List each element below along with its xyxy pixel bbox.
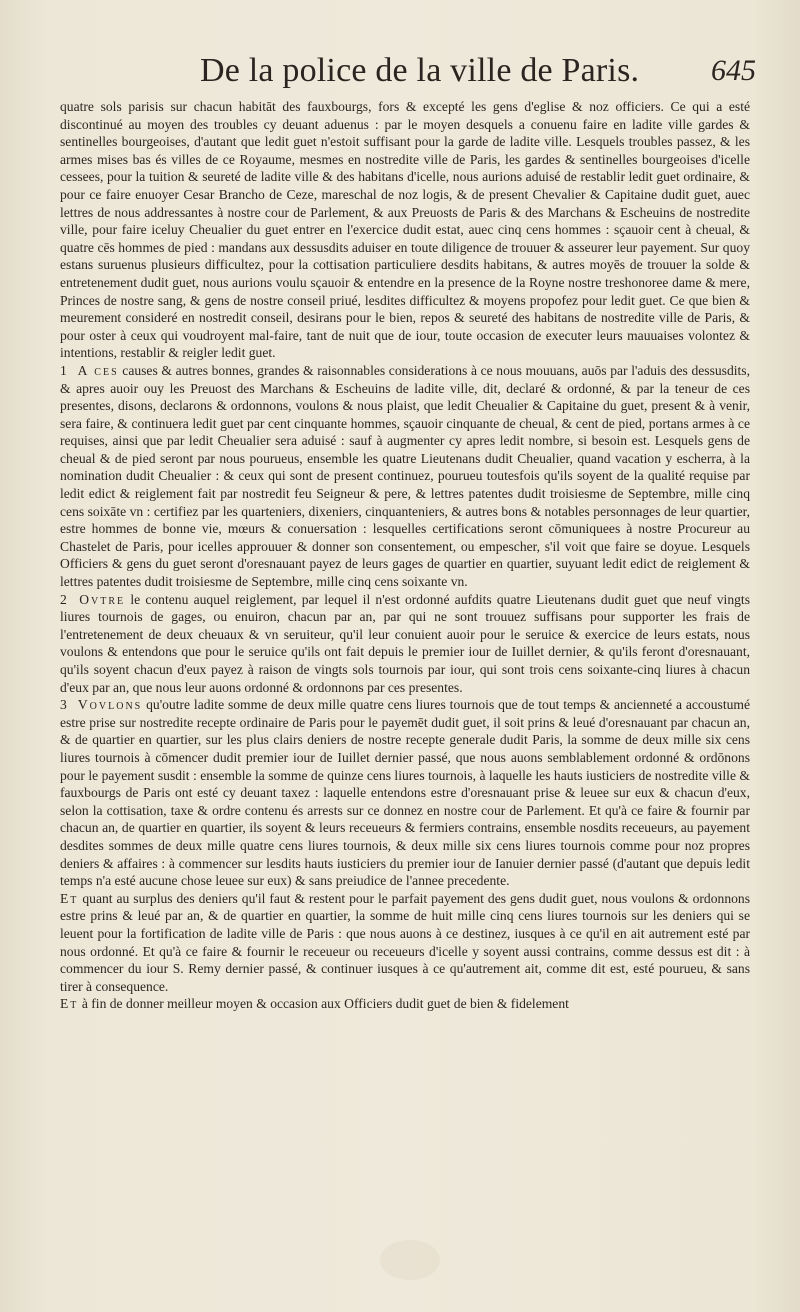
paragraph-number: 1	[60, 362, 67, 378]
paragraph-text: le contenu auquel reiglement, par lequel il n'est ordonné aufdits quatre Lieutenans dudit guet que neuf vingts liures tournois de gages, ou enuiron, chacun par an, par qui ne sont trouuez suffisans pour supporter les frais de l'entretenement de deux cheuaux & vn seruiteur, qu'il leur conuient auoir pour le seruice & exercice de leurs estats, nous voulons & entendons que pour le seruice qu'ils ont fait depuis le premier iour de Iuillet dernier, & qu'ils feront d'oresnauant, qu'ils soyent chacun d'eux payez à raison de vingts sols tournois par iour, qui sont trois cens soixante-cinq liures à chacun d'eux par an, que nous leur auons ordonné & ordonnons par ces presentes.	[60, 591, 750, 695]
paragraph-0	[60, 98, 750, 362]
running-title: De la police de la ville de Paris.	[200, 52, 640, 89]
paragraph-text: qu'outre ladite somme de deux mille quatre cens liures tournois que de tout temps & ancienneté a accoustumé estre prise sur nostredite recepte ordinaire de Paris pour le payemēt dudit guet, il soit prins & leué d'oresnauant par chacun an, & de quartier en quartier, sur les plus clairs deniers de nostre recepte generale dudit Paris, la somme de deux mille six cens liures tournois à cōmencer dudit premier iour de Iuillet dernier passé, que nous auons semblablement ordonné & ordōnons pour le payement susdit : ensemble la somme de quinze cens liures tournois, à laquelle les hauts iusticiers de nostredite ville & fauxbourgs de Paris ont esté cy deuant taxez : laquelle entendons estre d'oresnauant prise & leuee sur eux & chacun d'eux, selon la cottisation, taxe & ordre contenu és arrests sur ce donnez en nostre cour de Parlement. Et qu'à ce faire & fournir par chacun an, de quartier en quartier, ils soyent & leurs receueurs & fermiers contrains, ensemble nosdits receueurs, au payement desdites sommes de deux mille quatre cens liures tournois, & deux mille six cens liures tournois comme pour noz propres deniers & affaires : à commencer sur lesdits hauts iusticiers du premier iour de Ianuier dernier passé (d'autant que depuis ledit temps n'a esté aucune chose leuee sur eux) & sans preiudice de l'annee precedente.	[60, 697, 750, 889]
paragraph-2	[60, 591, 750, 697]
paragraph-text: quant au surplus des deniers qu'il faut & restent pour le parfait payement des gens dudit guet, nous voulons & ordonnons estre prins & leué par an, & de quartier en quartier, la somme de huit mille cinq cens liures tournois sur les deniers qui se leuent pour la fortification de ladite ville de Paris : que nous auons à ce destinez, iusques à ce qu'il en ait autrement esté par nous ordonné. Et qu'à ce faire & fournir le receueur ou receueurs d'icelle y soyent aussi contrains, comme dessus est dit : à commencer du iour S. Remy dernier passé, & continuer iusques à ce qu'autrement ait, comme dit est, esté pourueu, & sans tirer à consequence.	[60, 890, 750, 994]
paragraph-3	[60, 696, 750, 890]
page-header	[60, 52, 756, 96]
paragraph-lead: Et	[60, 890, 79, 906]
paragraph-4	[60, 890, 750, 996]
page-number: 645	[711, 54, 756, 87]
paragraph-text: causes & autres bonnes, grandes & raisonnables considerations à ce nous mouuans, auōs par l'aduis des dessusdits, & apres auoir ouy les Preuost des Marchans & Escheuins de ladite ville, dit, declaré & ordonné, & par la teneur de ces presentes, disons, declarons & ordonnons, voulons & nous plaist, que ledit Cheualier & Capitaine du guet, present & à venir, sera faire, & continuera ledit guet par cent cinquante hommes, sçauoir cinquante de cheual, & cent de pied, portans armes à ce requises, ainsi que par ledit Cheualier sera aduisé : sauf à augmenter cy apres ledit nombre, si besoin est. Lesquels gens de cheual & de pied seront par nous pourueus, ensemble les quatre Lieutenans dudit Cheualier, quand vacation y escherra, à la nomination dudit Cheualier : & ceux qui sont de present continuez, pourueu toutesfois qu'ils soyent de la qualité requise par ledit edict & reiglement fait par nostredit feu Seigneur & pere, & lettres patentes dudit troisiesme de Septembre, mille cinq cens soixāte vn : certifiez par les quarteniers, dixeniers, cinquanteniers, & autres bons & notables personnages de leur quartier, estre hommes de bonne vie, mœurs & conuersation : lesquelles certifications seront cōmuniquees à nostre Procureur au Chastelet de Paris, pour icelles approuuer & donner son consentement, ou empescher, s'il voit que faire se doyue. Lesquels Officiers & gens du guet seront d'oresnauant payez de leurs gages de quartier en quartier, suyuant ledit edict de reiglement & lettres patentes dudit troisiesme de Septembre, mille cinq cens soixante vn.	[60, 362, 750, 590]
paper-stain	[380, 1240, 440, 1280]
paragraph-1	[60, 362, 750, 591]
paragraph-lead: Et	[60, 996, 79, 1012]
paragraph-lead: Ovtre	[79, 591, 126, 607]
paragraph-number: 3	[60, 697, 67, 713]
paragraph-lead: Vovlons	[77, 697, 143, 713]
paragraph-5	[60, 995, 750, 1013]
paragraph-text: quatre sols parisis sur chacun habitāt des fauxbourgs, fors & excepté les gens d'eglise & noz officiers. Ce qui a esté discontinué au moyen des troubles cy deuant aduenus : par le moyen desquels a conuenu faire en ladite ville gardes & sentinelles bourgeoises, d'autant que ledit guet n'estoit suffisant pour la garde de ladite ville. Lesquels troubles passez, & les armes mises bas és villes de ce Royaume, mesmes en nostredite ville de Paris, les gardes & sentinelles bourgeoises d'icelle cessees, pour la tuition & seureté de ladite ville & des habitans d'icelle, nous aurions aduisé de restablir ledit guet ordinaire, & pour ce faire enuoyer Cesar Brancho de Ceze, mareschal de noz logis, & de present Chevalier & Capitaine dudit guet, auec lettres de nous addressantes à nostre cour de Parlement, & aux Preuosts de Paris & des Marchans & Escheuins de nostredite ville, pour faire iceluy Cheualier du guet entrer en l'exercice dudit estat, auec cinq cens hommes : sçauoir cent à cheual, & quatre cēs hommes de pied : mandans aux dessusdits aduiser en toute diligence de trouuer & asseurer leur payement. Sur quoy estans suruenus plusieurs difficultez, pour la cottisation particuliere desdits habitans, & autres moyēs de trouuer la solde & entretenement dudit guet, nous aurions voulu sçauoir & entendre en la presence de la Royne nostre treshonoree dame & mere, Princes de nostre sang, & gens de nostre conseil priué, lesdites difficultez & moyens propofez pour ledit guet. Ce que bien & meurement consideré en nostredit conseil, desirans pour le bien, repos & seureté des habitans de nostredite ville de Paris, & pour oster à ceux qui voudroyent mal-faire, tant de nuit que de iour, toute occasion de executer leurs mauuaises volontez & intentions, restablir & reigler ledit guet.	[60, 99, 750, 361]
paragraph-number: 2	[60, 591, 67, 607]
paragraph-lead: A ces	[77, 362, 119, 378]
body-text	[60, 98, 750, 1013]
paragraph-text: à fin de donner meilleur moyen & occasion aux Officiers dudit guet de bien & fidelement	[81, 996, 569, 1012]
